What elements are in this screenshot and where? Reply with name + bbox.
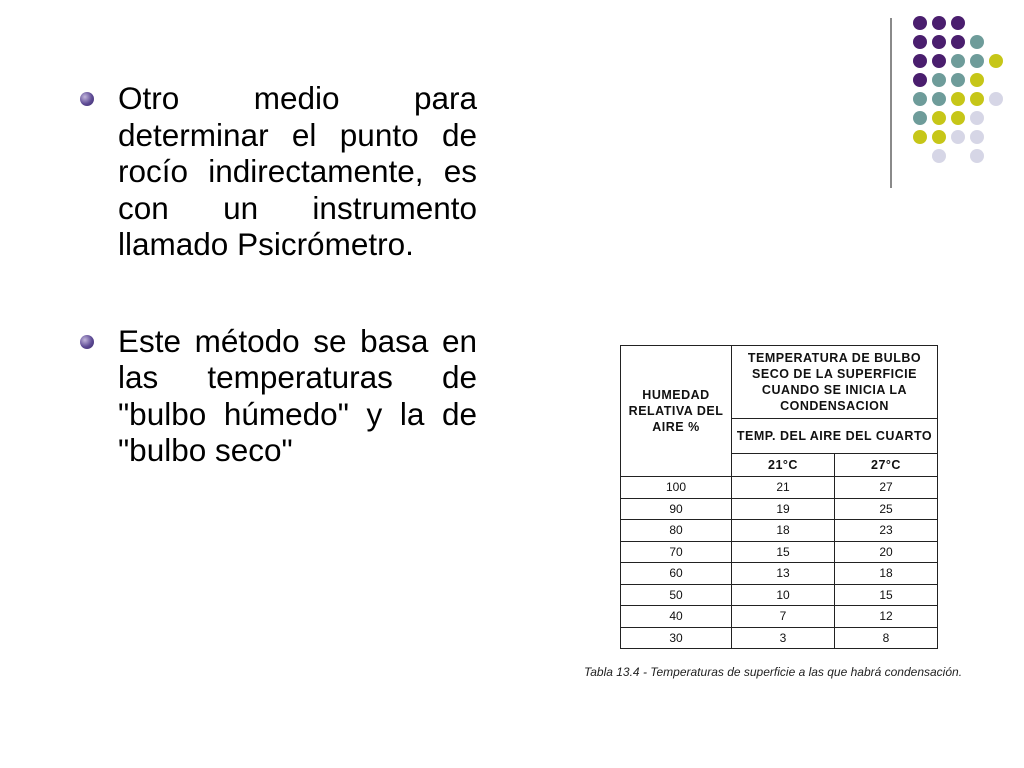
condensation-table [620,345,938,649]
decorative-dot [913,92,927,106]
decorative-dot [913,130,927,144]
table-cell: 3 [732,627,835,649]
table-row [621,541,938,563]
table-row [621,498,938,520]
decorative-dot [970,73,984,87]
decorative-dot [970,92,984,106]
decorative-dot [932,54,946,68]
decorative-dot [951,73,965,87]
table-cell: 13 [732,563,835,585]
table-cell: 18 [732,520,835,542]
table-caption: Tabla 13.4 - Temperaturas de superficie a las que habrá condensación. [584,665,963,679]
header-surface-temp: TEMPERATURA DE BULBO SECO DE LA SUPERFICIE CUANDO SE INICIA LA CONDENSACION [732,346,938,419]
table-cell: 25 [835,498,938,520]
table-cell: 12 [835,606,938,628]
table-cell: 100 [621,477,732,499]
table-row [621,584,938,606]
decorative-dot [932,130,946,144]
decorative-dot [970,54,984,68]
table-cell: 90 [621,498,732,520]
bullet-item-psicrometro [80,80,477,263]
table-cell: 7 [732,606,835,628]
decorative-dot [932,35,946,49]
table-row [621,563,938,585]
decorative-dot [932,16,946,30]
decorative-dot [951,92,965,106]
decorative-dot [932,92,946,106]
table-cell: 30 [621,627,732,649]
decorative-divider-line [890,18,892,188]
bullet-icon [80,92,94,106]
header-col-21: 21°C [732,454,835,477]
table-cell: 27 [835,477,938,499]
table-cell: 19 [732,498,835,520]
decorative-dot [932,149,946,163]
table-row [621,606,938,628]
header-room-temp: TEMP. DEL AIRE DEL CUARTO [732,419,938,454]
decorative-dot [932,73,946,87]
decorative-dot [989,54,1003,68]
bullet-item-bulbo [80,323,477,469]
table-cell: 20 [835,541,938,563]
table-cell: 40 [621,606,732,628]
decorative-dot [913,35,927,49]
header-col-27: 27°C [835,454,938,477]
decorative-dot [951,35,965,49]
header-humidity: HUMEDAD RELATIVA DEL AIRE % [621,346,732,477]
decorative-dot [913,111,927,125]
table-cell: 10 [732,584,835,606]
decorative-dot [913,16,927,30]
decorative-dot [913,54,927,68]
decorative-dot [951,16,965,30]
table-cell: 23 [835,520,938,542]
decorative-dot [989,92,1003,106]
bullet-text: Este método se basa en las temperaturas de "bulbo húmedo" y la de "bulbo seco" [118,322,477,468]
table-cell: 60 [621,563,732,585]
table-row [621,627,938,649]
bullet-list [80,80,477,529]
table-cell: 21 [732,477,835,499]
decorative-dot [970,111,984,125]
table-cell: 15 [732,541,835,563]
table-row [621,477,938,499]
decorative-dot [951,54,965,68]
table-cell: 15 [835,584,938,606]
table-row [621,520,938,542]
decorative-dot [951,111,965,125]
decorative-dot [932,111,946,125]
decorative-dot [970,149,984,163]
table-body [621,477,938,649]
bullet-text: Otro medio para determinar el punto de rocío indirectamente, es con un instrumento llamado Psicrómetro. [118,80,477,262]
table-cell: 80 [621,520,732,542]
decorative-dot [913,73,927,87]
condensation-table-image [620,345,938,649]
decorative-dot [970,130,984,144]
decorative-dot [970,35,984,49]
table-cell: 50 [621,584,732,606]
table-cell: 8 [835,627,938,649]
decorative-dot [951,130,965,144]
table-cell: 70 [621,541,732,563]
bullet-icon [80,335,94,349]
table-cell: 18 [835,563,938,585]
